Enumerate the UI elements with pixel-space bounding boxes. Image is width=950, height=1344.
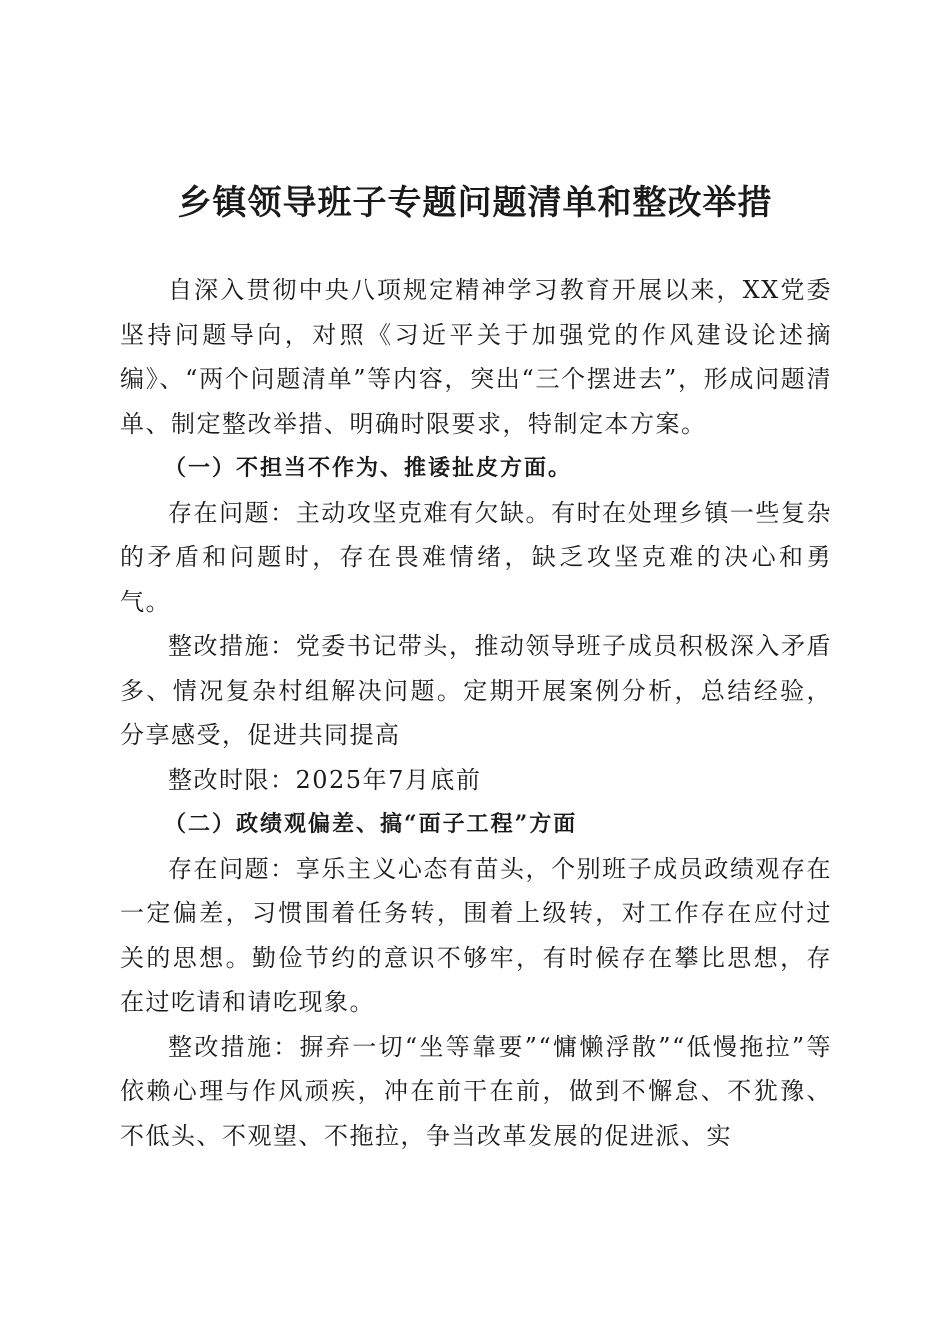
problem-paragraph-1: 存在问题：主动攻坚克难有欠缺。有时在处理乡镇一些复杂的矛盾和问题时，存在畏难情绪，缺乏攻坚克难的决心和勇气。 xyxy=(120,498,832,616)
measure-paragraph-2: 整改措施：摒弃一切“坐等靠要”“慵懒浮散”“低慢拖拉”等依赖心理与作风顽疾，冲在前干在前，做到不懈怠、不犹豫、不低头、不观望、不拖拉，争当改革发展的促进派、实 xyxy=(120,1032,832,1150)
intro-paragraph: 自深入贯彻中央八项规定精神学习教育开展以来，XX党委坚持问题导向，对照《习近平关于加强党的作风建设论述摘编》、“两个问题清单”等内容，突出“三个摆进去”，形成问题清单、制定整改举措、明确时限要求，特制定本方案。 xyxy=(120,276,832,438)
section-heading-1: （一）不担当不作为、推诿扯皮方面。 xyxy=(164,455,573,481)
document-title: 乡镇领导班子专题问题清单和整改举措 xyxy=(177,183,773,223)
deadline-paragraph-1: 整改时限：2025年7月底前 xyxy=(168,765,482,794)
problem-paragraph-2: 存在问题：享乐主义心态有苗头，个别班子成员政绩观存在一定偏差，习惯围着任务转，围着上级转，对工作存在应付过关的思想。勤俭节约的意识不够牢，有时候存在攀比思想，存在过吃请和请吃现象。 xyxy=(120,854,832,1016)
section-heading-2: （二）政绩观偏差、搞“面子工程”方面 xyxy=(164,811,578,837)
document-body xyxy=(120,268,832,1158)
measure-paragraph-1: 整改措施：党委书记带头，推动领导班子成员积极深入矛盾多、情况复杂村组解决问题。定期开展案例分析，总结经验，分享感受，促进共同提高 xyxy=(120,632,832,749)
